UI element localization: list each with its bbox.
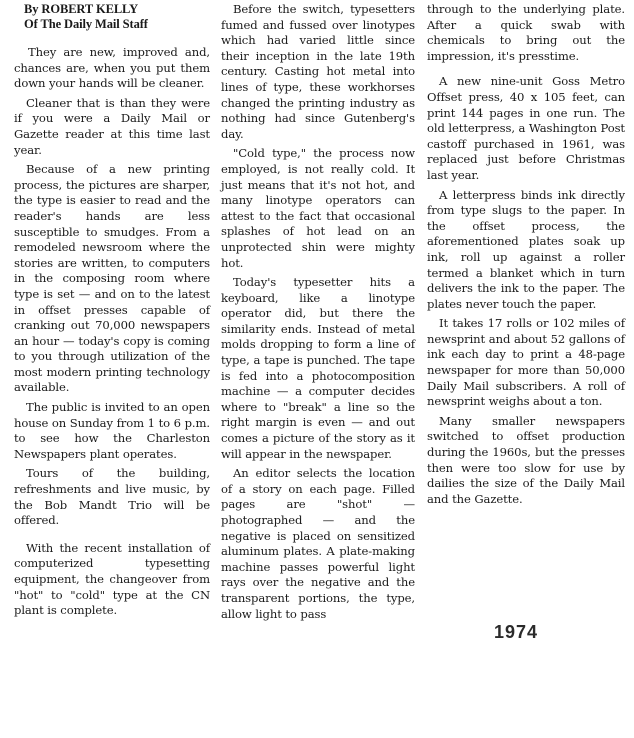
- paragraph: An editor selects the location of a story on each page. Filled pages are "shot" — photographed — and the negative is placed on sensitized aluminum plates. A plate-making machine passes powerful light rays over the negative and the transparent portions, the type, allow light to pass: [221, 466, 415, 621]
- paragraph: Because of a new printing process, the pictures are sharper, the type is easier to read and the reader's hands are less susceptible to smudges. From a remodeled newsroom where the stories are written, to computers in the composing room where type is set — and on to the latest in offset presses capable of cranking out 70,000 newspapers an hour — today's copy is coming to you through utilization of the most modern printing technology available.: [14, 162, 210, 395]
- paragraph: They are new, improved and, chances are, when you put them down your hands will be cleaner.: [14, 45, 210, 91]
- paragraph: Tours of the building, refreshments and live music, by the Bob Mandt Trio will be offered.: [14, 466, 210, 528]
- paragraph: A letterpress binds ink directly from type slugs to the paper. In the offset process, the aforementioned plates soak up ink, roll up against a roller termed a blanket which in turn delivers the ink to the paper. The plates never touch the paper.: [427, 187, 625, 311]
- year-stamp: 1974: [494, 622, 539, 642]
- byline: [24, 2, 210, 32]
- paragraph: Many smaller newspapers switched to offset production during the 1960s, but the presses then were too slow for use by dailies the size of the Daily Mail and the Gazette.: [427, 413, 625, 506]
- paragraph: "Cold type," the process now employed, is not really cold. It just means that it's not hot, and many linotype operators can attest to the fact that occasional splashes of hot lead on an unprotected shin were mighty hot.: [221, 146, 415, 270]
- paragraph: A new nine-unit Goss Metro Offset press, 40 x 105 feet, can print 144 pages in one run. The old letterpress, a Washington Post castoff purchased in 1961, was replaced just before Christmas last year.: [427, 74, 625, 182]
- paragraph: through to the underlying plate. After a quick swab with chemicals to bring out the impression, it's presstime.: [427, 2, 625, 63]
- paragraph: With the recent installation of computerized typesetting equipment, the changeover from "hot" to "cold" type at the CN plant is complete.: [14, 540, 210, 618]
- paragraph: Cleaner that is than they were if you were a Daily Mail or Gazette reader at this time last year.: [14, 95, 210, 157]
- byline-author: By ROBERT KELLY: [24, 2, 139, 16]
- paragraph: Today's typesetter hits a keyboard, like a linotype operator did, but there the similarity ends. Instead of metal molds dropping to form a line of type, a tape is punched. The tape is fed into a photocomposition machine — a computer decides where to "break" a line so the right margin is even — and out comes a picture of the story as it will appear in the newspaper.: [221, 275, 415, 461]
- article-column-2: [221, 2, 415, 626]
- byline-staff: Of The Daily Mail Staff: [24, 17, 148, 31]
- article-column-3: [427, 2, 625, 511]
- paragraph: The public is invited to an open house on Sunday from 1 to 6 p.m. to see how the Charleston Newspapers plant operates.: [14, 400, 210, 461]
- article-column-1: [14, 2, 210, 623]
- paragraph: Before the switch, typesetters fumed and fussed over linotypes which had varied little since their inception in the late 19th century. Casting hot metal into lines of type, these workhorses changed the printing industry as nothing had since Gutenberg's day.: [221, 2, 415, 141]
- paragraph: It takes 17 rolls or 102 miles of newsprint and about 52 gallons of ink each day to print a 48-page newspaper for more than 50,000 Daily Mail subscribers. A roll of newsprint weighs about a ton.: [427, 316, 625, 409]
